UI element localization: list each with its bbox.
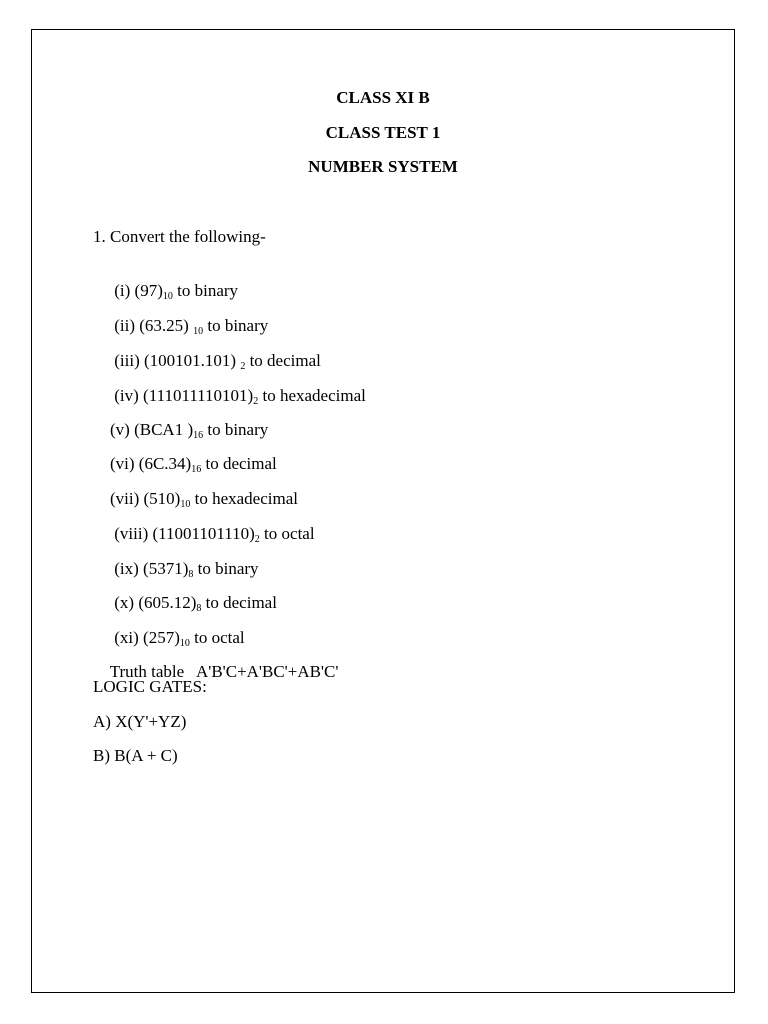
base-subscript: 10: [193, 326, 204, 337]
base-subscript: 8: [196, 603, 202, 614]
base-subscript: 16: [193, 430, 204, 441]
item-prefix: (viii) (11001101110): [110, 524, 255, 543]
document-page: [31, 29, 735, 993]
item-suffix: to decimal: [245, 351, 321, 370]
test-heading: CLASS TEST 1: [325, 123, 441, 142]
item-prefix: (iii) (100101.101): [110, 351, 241, 370]
base-subscript: 2: [253, 396, 259, 407]
item-suffix: to octal: [189, 628, 245, 647]
item-prefix: (ix) (5371): [110, 559, 189, 578]
logic-gates-title: LOGIC GATES:: [93, 677, 207, 696]
truth-table-expression: A'B'C+A'BC'+AB'C': [195, 662, 339, 681]
class-heading: CLASS XI B: [336, 88, 430, 107]
item-suffix: to decimal: [201, 454, 277, 473]
base-subscript: 10: [162, 291, 173, 302]
item-suffix: to decimal: [201, 593, 277, 612]
base-subscript: 10: [180, 499, 191, 510]
base-subscript: 2: [240, 361, 246, 372]
item-prefix: (iv) (111011110101): [110, 386, 254, 405]
item-suffix: to binary: [193, 559, 259, 578]
item-prefix: (ii) (63.25): [110, 316, 194, 335]
base-subscript: 8: [188, 569, 194, 580]
item-suffix: to binary: [203, 316, 269, 335]
item-prefix: (vi) (6C.34): [110, 454, 192, 473]
base-subscript: 2: [254, 534, 260, 545]
question-title: 1. Convert the following-: [93, 227, 266, 246]
topic-heading: NUMBER SYSTEM: [308, 157, 458, 176]
item-prefix: (xi) (257): [110, 628, 180, 647]
logic-gate-item: A) X(Y'+YZ): [93, 712, 187, 731]
item-suffix: to binary: [172, 281, 239, 300]
item-prefix: (i) (97): [110, 281, 163, 300]
truth-table-label: Truth table: [109, 662, 185, 681]
item-prefix: (vii) (510): [110, 489, 181, 508]
item-suffix: to binary: [203, 420, 269, 439]
item-suffix: to hexadecimal: [258, 386, 366, 405]
item-suffix: to octal: [259, 524, 315, 543]
logic-gate-item: B) B(A + C): [93, 746, 178, 765]
item-suffix: to hexadecimal: [190, 489, 298, 508]
base-subscript: 10: [179, 638, 190, 649]
item-prefix: (x) (605.12): [110, 593, 197, 612]
base-subscript: 16: [191, 464, 202, 475]
item-prefix: (v) (BCA1 ): [110, 420, 194, 439]
